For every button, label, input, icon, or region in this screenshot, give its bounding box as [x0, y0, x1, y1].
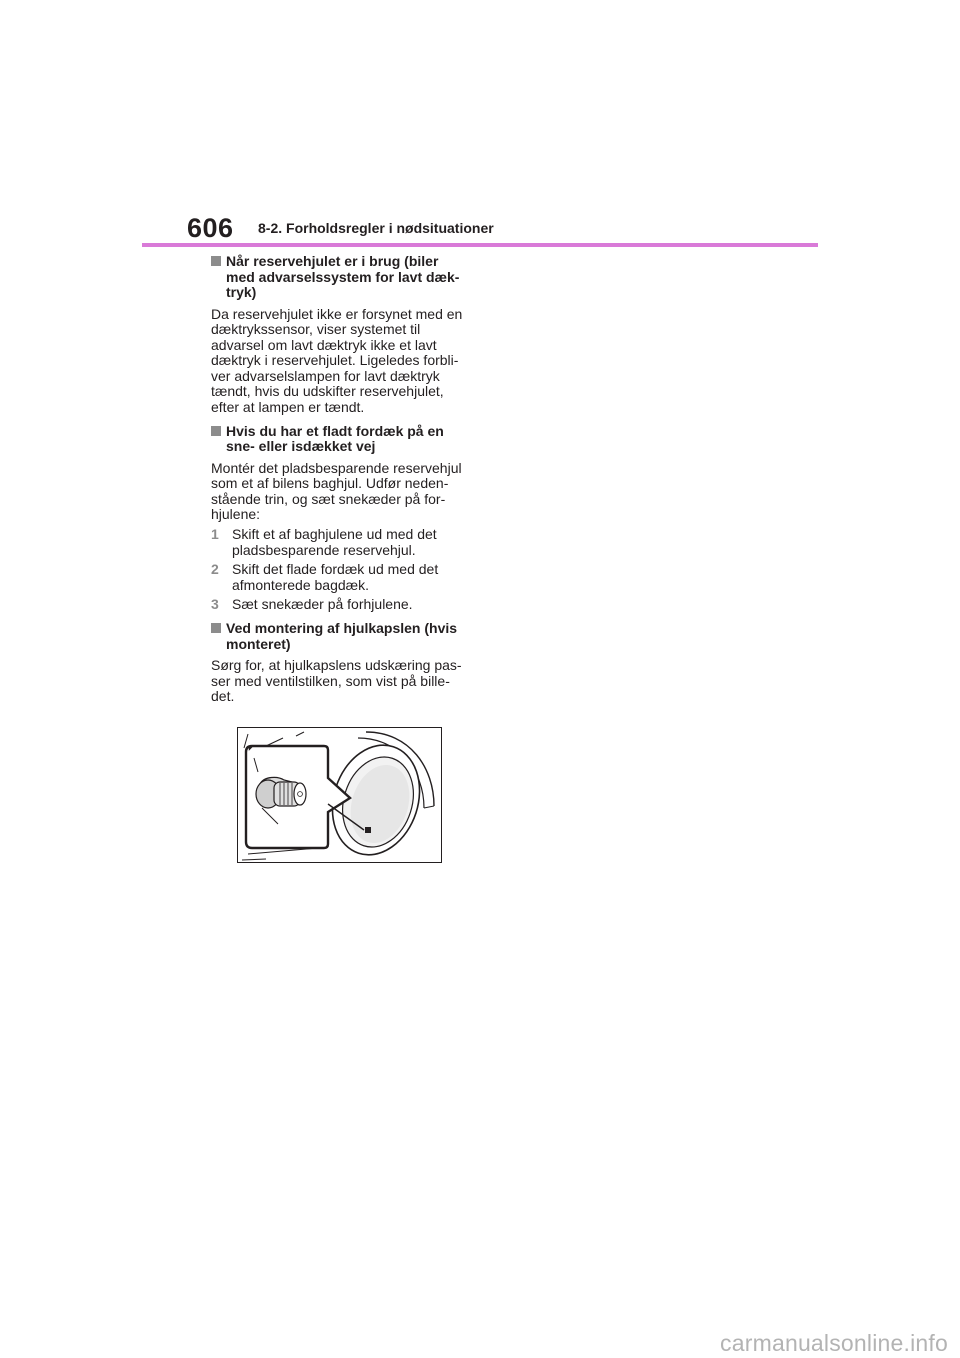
- body-line: efter at lampen er tændt.: [211, 399, 365, 416]
- section-heading: [211, 254, 473, 301]
- body-paragraph: [211, 658, 473, 705]
- body-line: tændt, hvis du udskifter reservehjulet,: [211, 383, 444, 400]
- body-line: hjulene:: [211, 506, 261, 523]
- square-bullet-icon: [211, 623, 221, 633]
- body-line: Sørg for, at hjulkapslens udskæring pas-: [211, 657, 462, 673]
- wheel-cap-illustration: [237, 727, 442, 863]
- section-heading: [211, 621, 473, 652]
- heading-line: Når reservehjulet er i brug (biler: [226, 253, 439, 269]
- body-line: Montér det pladsbesparende reservehjul: [211, 459, 462, 476]
- heading-line: Hvis du har et fladt fordæk på en: [226, 422, 444, 439]
- section-heading: [211, 424, 473, 455]
- step-item: [211, 562, 473, 593]
- section-title: 8-2. Forholdsregler i nødsituationer: [258, 220, 494, 236]
- step-line: Skift det flade fordæk ud med det: [232, 561, 439, 578]
- body-line: ser med ventilstilken, som vist på bille-: [211, 672, 450, 689]
- body-paragraph: [211, 307, 473, 416]
- square-bullet-icon: [211, 426, 221, 436]
- wheel-cap-valve-icon: [238, 728, 442, 863]
- heading-line: tryk): [226, 284, 257, 300]
- body-line: som et af bilens baghjul. Udfør neden-: [211, 475, 449, 492]
- section-wheel-cap: [211, 621, 473, 705]
- body-line: Da reservehjulet ikke er forsynet med en: [211, 305, 463, 322]
- body-line: dæktrykssensor, viser systemet til: [211, 321, 421, 338]
- step-line: afmonterede bagdæk.: [232, 576, 369, 593]
- step-item: [211, 527, 473, 558]
- heading-line: Ved montering af hjulkapslen (hvis: [226, 620, 458, 636]
- body-line: dæktryk i reservehjulet. Ligeledes forbli-: [211, 352, 459, 369]
- step-line: Skift et af baghjulene ud med det: [232, 526, 437, 543]
- section-flat-front-tire: [211, 424, 473, 613]
- page-number: 606: [187, 213, 234, 243]
- body-line: ver advarselslampen for lavt dæktryk: [211, 367, 440, 384]
- step-number: 1: [211, 526, 219, 543]
- body-line: det.: [211, 688, 235, 705]
- square-bullet-icon: [211, 256, 221, 266]
- body-paragraph: [211, 461, 473, 523]
- content-column: [211, 254, 473, 713]
- step-item: [211, 597, 473, 613]
- body-line: stående trin, og sæt snekæder på for-: [211, 490, 446, 507]
- body-line: advarsel om lavt dæktryk ikke et lavt: [211, 336, 437, 353]
- header-divider: [142, 243, 818, 247]
- heading-line: sne- eller isdækket vej: [226, 438, 376, 455]
- heading-line: med advarselssystem for lavt dæk-: [226, 268, 460, 285]
- heading-line: monteret): [226, 635, 291, 652]
- step-number: 3: [211, 596, 219, 613]
- section-spare-wheel: [211, 254, 473, 416]
- step-line: Sæt snekæder på forhjulene.: [232, 596, 413, 613]
- step-number: 2: [211, 561, 219, 578]
- step-line: pladsbesparende reservehjul.: [232, 541, 416, 558]
- page-header: [0, 0, 960, 250]
- watermark: carmanualsonline.info: [720, 1330, 948, 1356]
